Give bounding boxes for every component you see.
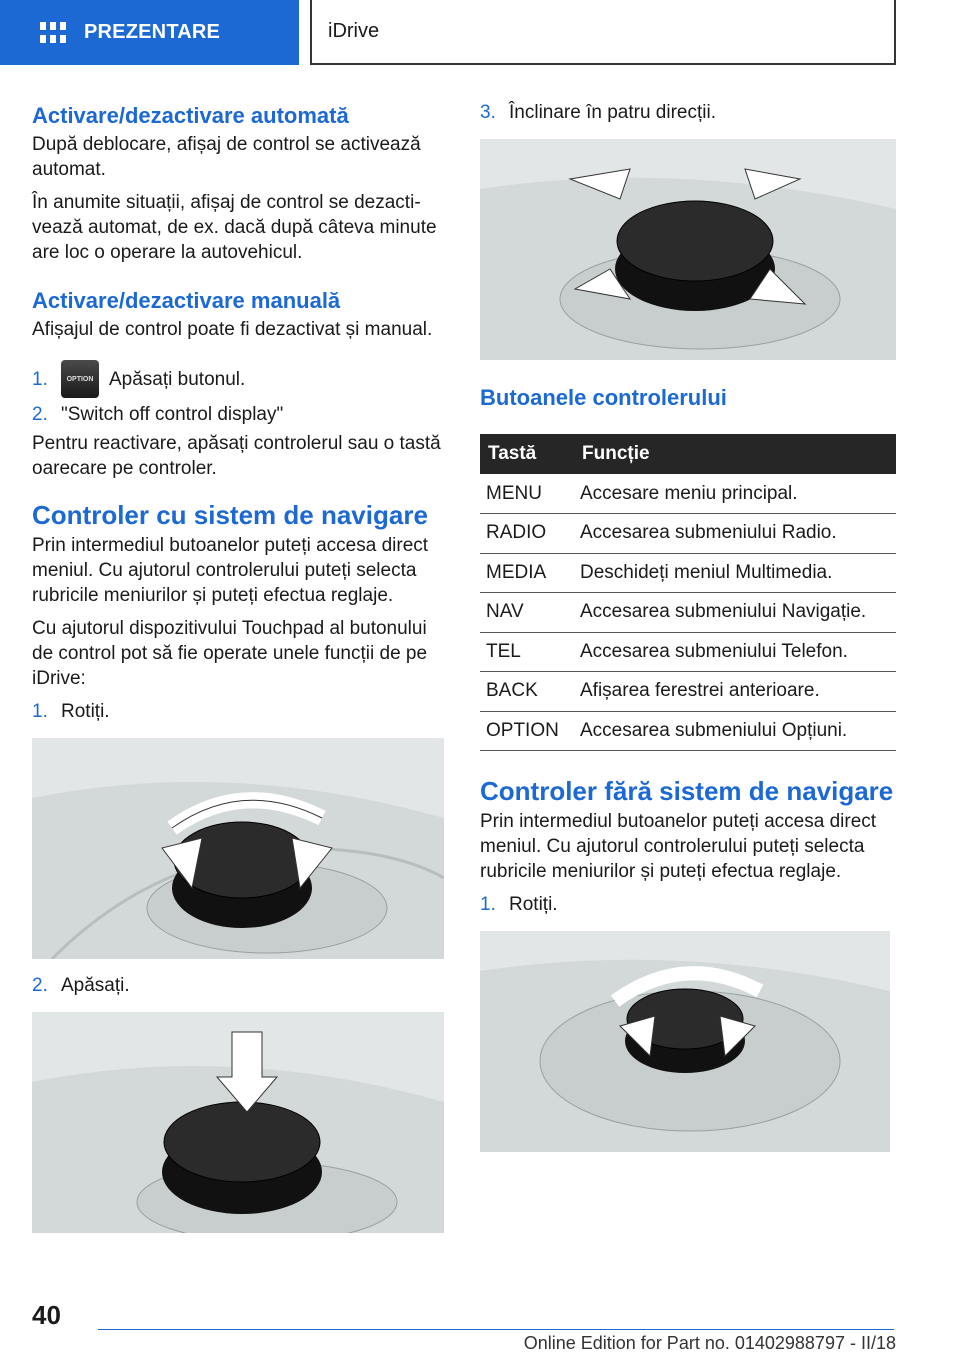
step-text: "Switch off control display" <box>61 404 284 425</box>
function-cell: Afișarea ferestrei anterioare. <box>574 672 896 712</box>
controller-press-illustration <box>32 1012 444 1233</box>
paragraph: Prin intermediul butoanelor puteți accesa direct meniul. Cu ajutorul controlerului puteți selecta rubricile meniurilor și puteți efectua reglaje. <box>480 811 877 882</box>
paragraph: Afișajul de control poate fi dezactivat și manual. <box>32 319 433 340</box>
right-column <box>480 100 896 1166</box>
table-row <box>480 672 896 712</box>
function-cell: Accesarea submeniului Navigație. <box>574 593 896 633</box>
step-text: Înclinare în patru direcții. <box>509 102 716 123</box>
table-row <box>480 474 896 514</box>
table-row <box>480 514 896 554</box>
key-cell: RADIO <box>480 514 574 554</box>
heading-buttons: Butoanele controlerului <box>480 385 727 410</box>
table-row <box>480 711 896 751</box>
controller-tilt-illustration <box>480 139 896 360</box>
step-item <box>32 699 444 724</box>
step-text: Apăsați butonul. <box>109 368 246 390</box>
step-number: 1. <box>32 701 48 722</box>
section-title: PREZENTARE <box>84 21 221 43</box>
step-item <box>480 892 896 917</box>
col-key: Tastă <box>480 434 574 474</box>
col-function: Funcție <box>574 434 896 474</box>
paragraph: În anumite situații, afișaj de control se dezactivează automat, de ex. dacă după câteva minute are loc o operare la autovehicul. <box>32 192 437 263</box>
controller-rotate-nonav-illustration <box>480 931 890 1152</box>
function-cell: Deschideți meniul Multimedia. <box>574 553 896 593</box>
table-row <box>480 553 896 593</box>
key-cell: OPTION <box>480 711 574 751</box>
chapter-bar <box>310 0 896 65</box>
paragraph: Pentru reactivare, apăsați controlerul sau o tastă oarecare pe controler. <box>32 433 441 479</box>
controller-rotate-illustration <box>32 738 444 959</box>
heading-manual: Activare/dezactivare manuală <box>32 288 341 313</box>
function-cell: Accesarea submeniului Radio. <box>574 514 896 554</box>
option-button-icon: OPTION <box>61 360 99 398</box>
key-cell: MEDIA <box>480 553 574 593</box>
grid-menu-icon <box>40 22 66 44</box>
function-cell: Accesare meniu principal. <box>574 474 896 514</box>
paragraph: Cu ajutorul dispozitivului Touchpad al butonului de control pot să fie operate unele funcții de pe iDrive: <box>32 618 428 689</box>
step-number: 1. <box>32 368 48 390</box>
heading-auto: Activare/dezactivare automată <box>32 103 349 128</box>
buttons-table <box>480 434 896 751</box>
table-row <box>480 632 896 672</box>
key-cell: MENU <box>480 474 574 514</box>
key-cell: BACK <box>480 672 574 712</box>
key-cell: TEL <box>480 632 574 672</box>
heading-nav: Controler cu sistem de navigare <box>32 500 428 530</box>
function-cell: Accesarea submeniului Opțiuni. <box>574 711 896 751</box>
step-text: Apăsați. <box>61 975 130 996</box>
table-header <box>480 434 896 474</box>
left-column <box>32 100 444 1247</box>
section-tab[interactable] <box>0 0 299 65</box>
step-number: 1. <box>480 894 496 915</box>
footer-divider <box>98 1329 894 1330</box>
step-text: Rotiți. <box>61 701 110 722</box>
step-item <box>32 360 444 398</box>
heading-nonav: Controler fără sistem de navigare <box>480 776 894 806</box>
paragraph: Prin intermediul butoanelor puteți accesa direct meniul. Cu ajutorul controlerului puteți selecta rubricile meniurilor și puteți efectua reglaje. <box>32 535 429 606</box>
key-cell: NAV <box>480 593 574 633</box>
step-item <box>32 973 444 998</box>
step-number: 2. <box>32 404 48 425</box>
footer-edition: Online Edition for Part no. 01402988797 - II/18 <box>523 1333 896 1353</box>
step-number: 2. <box>32 975 48 996</box>
step-item <box>32 402 444 427</box>
table-row <box>480 593 896 633</box>
step-item <box>480 100 896 125</box>
step-text: Rotiți. <box>509 894 558 915</box>
step-number: 3. <box>480 102 496 123</box>
paragraph: După deblocare, afișaj de control se activează automat. <box>32 134 421 180</box>
function-cell: Accesarea submeniului Telefon. <box>574 632 896 672</box>
page-number: 40 <box>32 1300 61 1330</box>
chapter-title: iDrive <box>328 20 380 42</box>
